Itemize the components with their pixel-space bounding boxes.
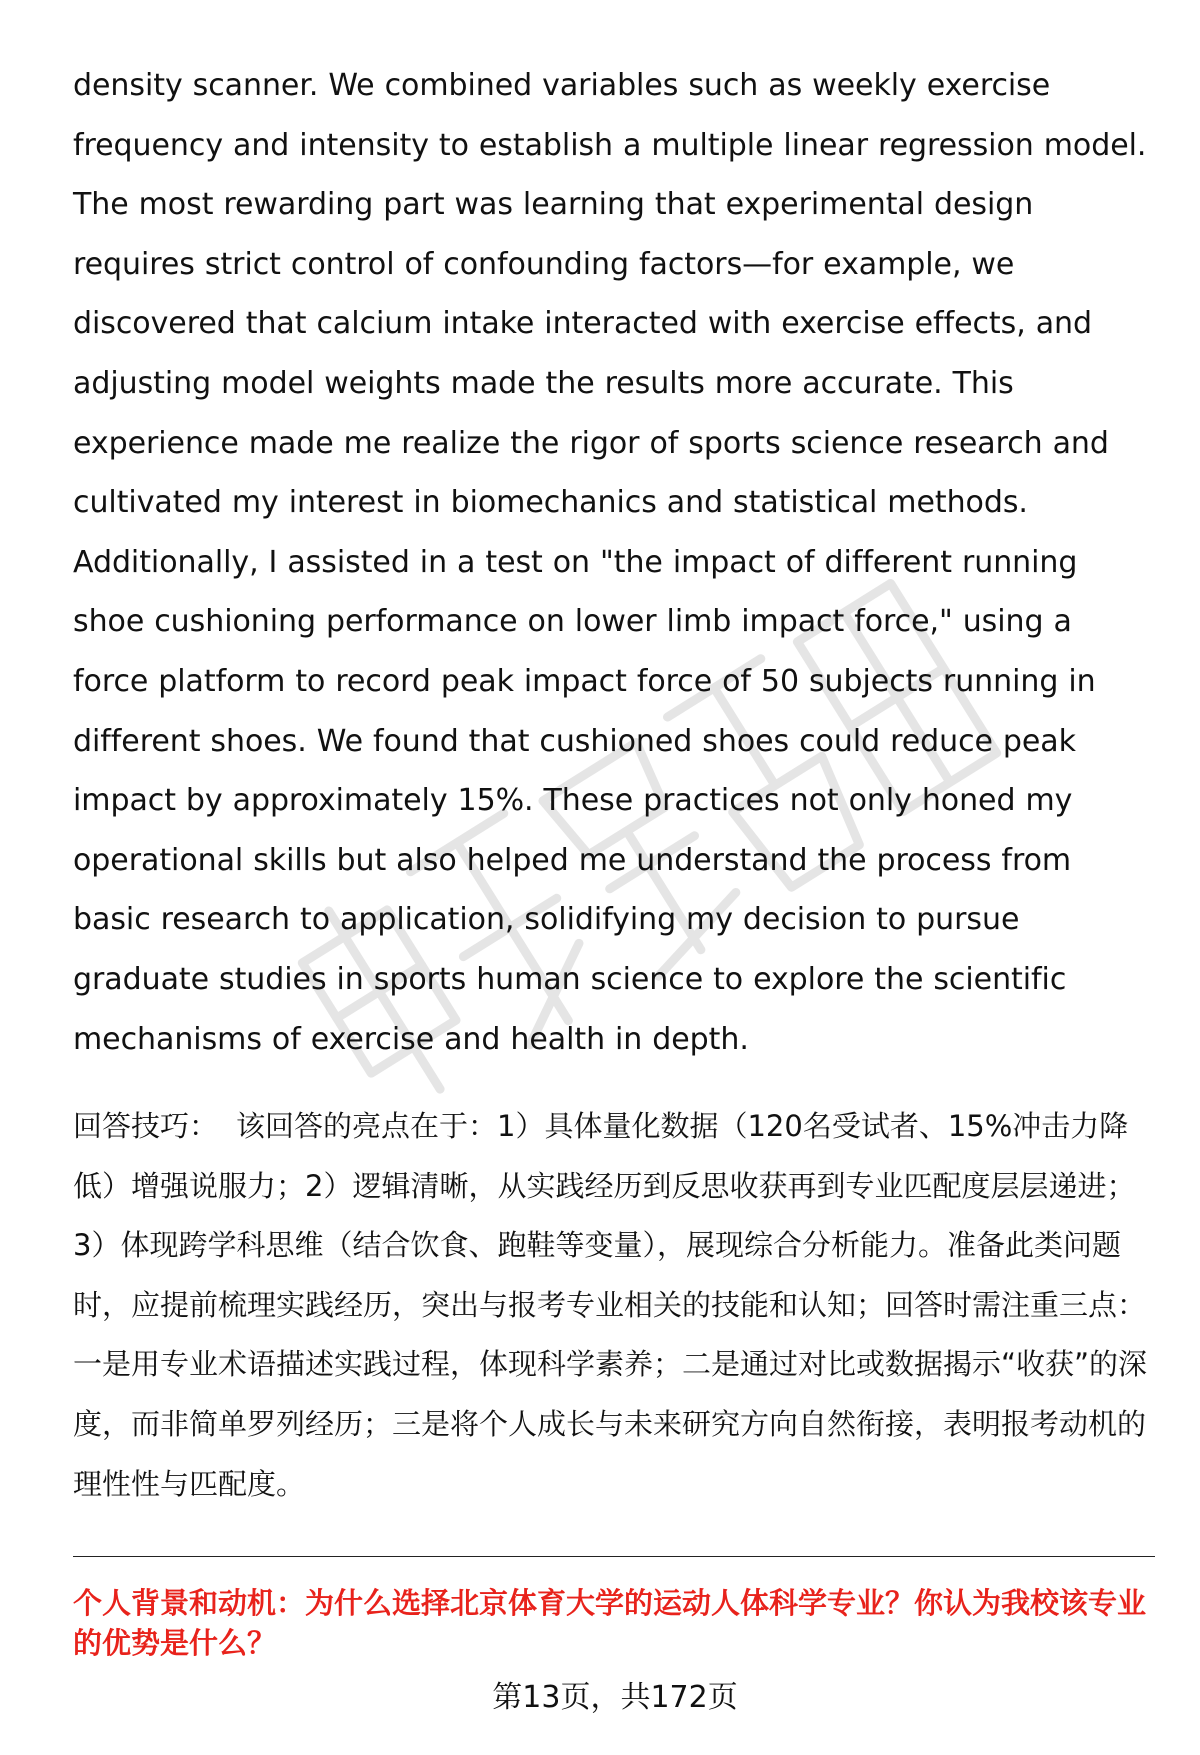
section-divider: [73, 1556, 1155, 1557]
page-number-footer: 第13页，共172页: [492, 1680, 738, 1715]
tips-label: 回答技巧：: [73, 1109, 219, 1144]
answer-tips: [73, 1097, 1153, 1514]
question-heading: 个人背景和动机：为什么选择北京体育大学的运动人体科学专业？你认为我校该专业的优势是什么？: [73, 1586, 1147, 1661]
answer-paragraph: density scanner. We combined variables such as weekly exercise frequency and intensity to establish a multiple linear regression model. The most rewarding part was learning that experimental design requires strict control of confounding factors—for example, we discovered that calcium intake interacted with exercise effects, and adjusting model weights made the results more accurate. This experience made me realize the rigor of sports science research and cultivated my interest in biomechanics and statistical methods. Additionally, I assisted in a test on "the impact of different running shoe cushioning performance on lower limb impact force," using a force platform to record peak impact force of 50 subjects running in different shoes. We found that cushioned shoes could reduce peak impact by approximately 15%. These practices not only honed my operational skills but also helped me understand the process from basic research to application, solidifying my decision to pursue graduate studies in sports human science to explore the scientific mechanisms of exercise and health in depth.: [73, 68, 1147, 1057]
page-content: [73, 56, 1153, 1663]
tips-text: 该回答的亮点在于：1）具体量化数据（120名受试者、15%冲击力降低）增强说服力；2）逻辑清晰，从实践经历到反思收获再到专业匹配度层层递进；3）体现跨学科思维（结合饮食、跑鞋等变量），展现综合分析能力。准备此类问题时，应提前梳理实践经历，突出与报考专业相关的技能和认知；回答时需注重三点：一是用专业术语描述实践过程，体现科学素养；二是通过对比或数据揭示“收获”的深度，而非简单罗列经历；三是将个人成长与未来研究方向自然衔接，表明报考动机的理性性与匹配度。: [73, 1109, 1148, 1501]
